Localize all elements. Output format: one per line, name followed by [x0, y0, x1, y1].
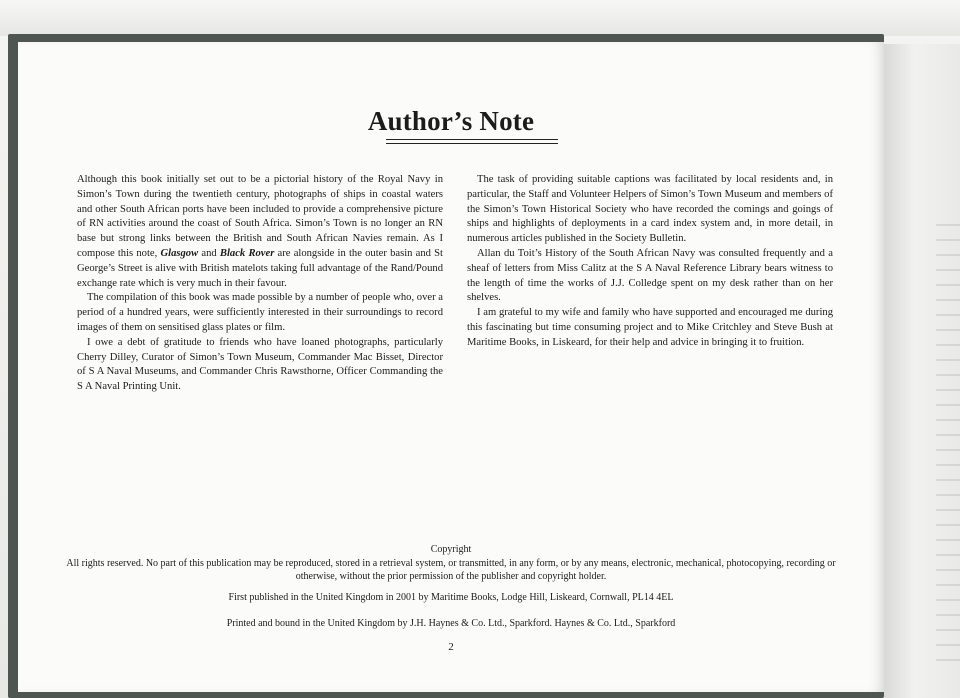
right-paragraph-1: The task of providing suitable captions was facilitated by local residents and, in particular, the Staff and Volunteer Helpers of Simon’s Town Museum and members of the Simon’s Town Historical Society who have recorded the comings and goings of ships and highlights of deployments in a card index system and, in more detail, in numerous articles published in the Society Bulletin. [467, 174, 833, 245]
first-published-line: First published in the United Kingdom in 2001 by Maritime Books, Lodge Hill, Liskeard, Cornwall, PL14 4EL [228, 592, 674, 603]
page-title: Author’s Note [367, 106, 535, 136]
copyright-heading: Copyright [430, 544, 472, 555]
left-paragraph-1-text-b: are alongside in the outer basin and St George’s Street is alive with British matelots taking full advantage of the Rand/Pound exchange rate which is very much in their favour. [77, 247, 443, 289]
book-page [18, 42, 884, 692]
left-paragraph-1 [77, 173, 443, 291]
scan-top-edge [0, 0, 960, 36]
left-paragraph-2: The compilation of this book was made possible by a number of people who, over a period of a hundred years, were sufficiently interested in their surroundings to record images of them on sensitised glass plates or film. [77, 292, 443, 333]
ship-name-glasgow: Glasgow [160, 247, 199, 259]
left-column [77, 173, 443, 395]
page-number: 2 [448, 641, 454, 653]
title-underline-second [386, 143, 558, 144]
ship-name-black-rover: Black Rover [219, 247, 275, 259]
left-paragraph-1-text-a: Although this book initially set out to be a pictorial history of the Royal Navy in Simon’s Town during the twentieth century, photographs of ships in coastal waters and other South African ports have been included to provide a comprehensive picture of RN activities around the coast of South Africa. Simon’s Town is no longer an RN base but strong links between the British and South African Navies remain. As I compose this note, [77, 174, 443, 259]
right-paragraph-3: I am grateful to my wife and family who have supported and encouraged me during this fascinating but time consuming project and to Mike Critchley and Steve Bush at Maritime Books, in Liskeard, for their help and advice in bringing it to fruition. [467, 307, 833, 348]
printed-by-line: Printed and bound in the United Kingdom by J.H. Haynes & Co. Ltd., Sparkford. Haynes & Co. Ltd., Sparkford [226, 618, 676, 629]
right-column [467, 173, 833, 351]
title-underline [386, 139, 558, 140]
right-paragraph-2: Allan du Toit’s History of the South African Navy was consulted frequently and a sheaf of letters from Miss Calitz at the S A Naval Reference Library bears witness to the length of time the works of J.J. Colledge spent on my desk rather than on her shelves. [467, 247, 833, 304]
left-paragraph-3: I owe a debt of gratitude to friends who have loaned photographs, particularly Cherry Dilley, Curator of Simon’s Town Museum, Commander Mac Bisset, Director of S A Naval Museums, and Commander Chris Rawsthorne, Officer Commanding the S A Naval Printing Unit. [77, 336, 443, 393]
copyright-notice: All rights reserved. No part of this publication may be reproduced, stored in a retrieval system, or transmitted, in any form, or by any means, electronic, mechanical, photocopying, recording or otherwise, without the prior permission of the publisher and copyright holder. [66, 558, 836, 582]
facing-page-edge [884, 44, 960, 698]
facing-page-text-bleed [936, 214, 960, 674]
left-paragraph-1-and: and [201, 247, 217, 259]
